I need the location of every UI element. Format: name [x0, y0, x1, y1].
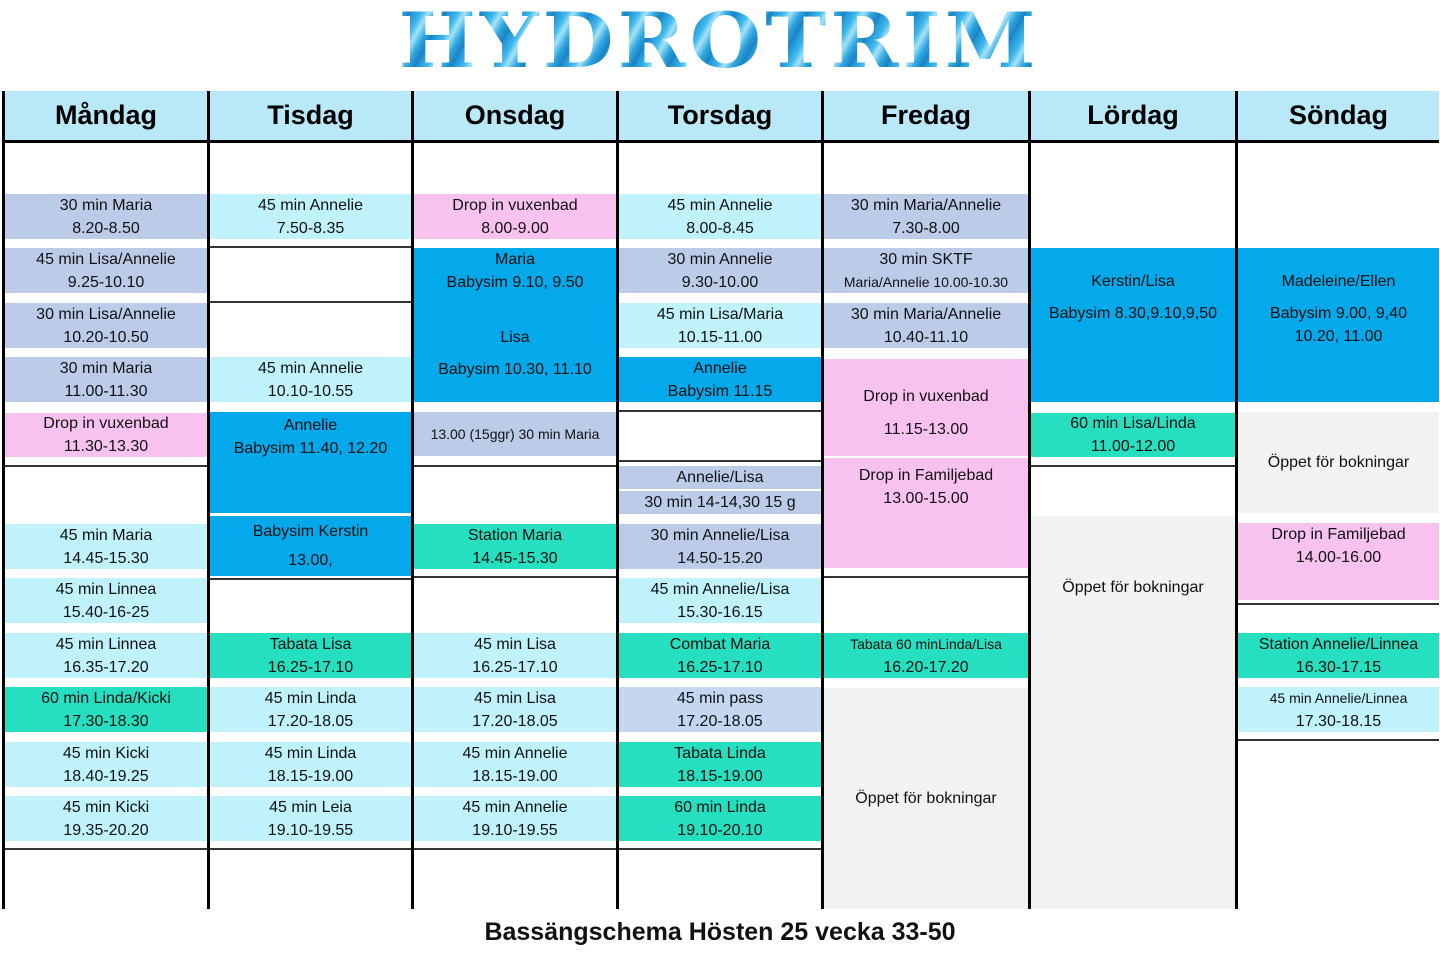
day-header: Måndag	[5, 91, 207, 143]
schedule-slot: 30 min Maria/Annelie 7.30-8.00	[824, 194, 1028, 239]
schedule-slot: 45 min Linda 18.15-19.00	[210, 742, 411, 787]
babysim-slot: Annelie Babysim 11.40, 12.20	[210, 412, 411, 513]
open-for-booking: Öppet för bokningar	[1031, 516, 1235, 909]
babysim-slot: Madeleine/Ellen Babysim 9.00, 9,40 10.20, 11.00	[1238, 248, 1439, 402]
schedule-slot: 45 min Lisa/Annelie 9.25-10.10	[5, 248, 207, 293]
schedule-slot: 45 min Annelie 18.15-19.00	[414, 742, 616, 787]
day-column-saturday	[1031, 91, 1235, 909]
schedule-title: Bassängschema Hösten 25 vecka 33-50	[484, 918, 956, 946]
schedule-slot: 30 min SKTF Maria/Annelie 10.00-10.30	[824, 248, 1028, 293]
open-for-booking: Öppet för bokningar	[824, 688, 1028, 909]
day-header: Torsdag	[619, 91, 821, 143]
schedule-slot: 60 min Linda/Kicki 17.30-18.30	[5, 687, 207, 732]
day-header: Fredag	[824, 91, 1028, 143]
day-header: Onsdag	[414, 91, 616, 143]
schedule-slot: 45 min Linda 17.20-18.05	[210, 687, 411, 732]
schedule-slot: Tabata Linda 18.15-19.00	[619, 742, 821, 787]
schedule-slot: 45 min Annelie 8.00-8.45	[619, 194, 821, 239]
drop-in-slot: Drop in Familjebad 14.00-16.00	[1238, 523, 1439, 600]
day-column-wednesday	[414, 91, 616, 909]
schedule-slot: 45 min Annelie 7.50-8.35	[210, 194, 411, 239]
schedule-slot: 30 min Maria 11.00-11.30	[5, 357, 207, 402]
open-for-booking: Öppet för bokningar	[1238, 412, 1439, 513]
schedule-slot: 45 min Kicki 18.40-19.25	[5, 742, 207, 787]
schedule-slot: 45 min Annelie/Linnea 17.30-18.15	[1238, 687, 1439, 732]
schedule-slot: Tabata 60 minLinda/Lisa 16.20-17.20	[824, 633, 1028, 678]
schedule-slot: 45 min Lisa 16.25-17.10	[414, 633, 616, 678]
schedule-slot: 30 min Annelie/Lisa 14.50-15.20	[619, 524, 821, 569]
schedule-slot: Drop in vuxenbad 11.30-13.30	[5, 413, 207, 457]
day-column-friday	[824, 91, 1028, 909]
schedule-slot: 45 min Lisa 17.20-18.05	[414, 687, 616, 732]
schedule-slot: Combat Maria 16.25-17.10	[619, 633, 821, 678]
hydrotrim-logo: HYDROTRIM	[306, 5, 1132, 77]
babysim-slot: Kerstin/Lisa Babysim 8.30,9.10,9,50	[1031, 248, 1235, 402]
schedule-slot: 45 min Kicki 19.35-20.20	[5, 796, 207, 841]
day-column-sunday	[1238, 91, 1439, 909]
schedule-slot: 60 min Linda 19.10-20.10	[619, 796, 821, 841]
schedule-slot: Drop in vuxenbad 8.00-9.00	[414, 194, 616, 239]
schedule-slot: 45 min pass 17.20-18.05	[619, 687, 821, 732]
babysim-slot: Annelie Babysim 11.15	[619, 357, 821, 402]
schedule-slot: 30 min Maria/Annelie 10.40-11.10	[824, 303, 1028, 348]
day-column-thursday	[619, 91, 821, 909]
schedule-slot: 30 min Annelie 9.30-10.00	[619, 248, 821, 293]
babysim-slot: Maria Babysim 9.10, 9.50 Lisa Babysim 10.30, 11.10	[414, 248, 616, 402]
schedule-slot: 30 min 14-14,30 15 g	[619, 491, 821, 514]
day-header: Söndag	[1238, 91, 1439, 143]
schedule-slot: 30 min Lisa/Annelie 10.20-10.50	[5, 303, 207, 348]
day-column-monday	[5, 91, 207, 909]
schedule-slot: 45 min Linnea 16.35-17.20	[5, 633, 207, 678]
day-header: Lördag	[1031, 91, 1235, 143]
schedule-grid	[2, 91, 1439, 909]
drop-in-slot: Drop in Familjebad 13.00-15.00	[824, 458, 1028, 568]
schedule-slot: 45 min Maria 14.45-15.30	[5, 524, 207, 569]
schedule-slot: 30 min Maria 8.20-8.50	[5, 194, 207, 239]
schedule-slot: 45 min Leia 19.10-19.55	[210, 796, 411, 841]
schedule-slot: 13.00 (15ggr) 30 min Maria	[414, 412, 616, 456]
schedule-slot: 45 min Lisa/Maria 10.15-11.00	[619, 303, 821, 348]
day-header: Tisdag	[210, 91, 411, 143]
schedule-slot: Station Annelie/Linnea 16.30-17.15	[1238, 633, 1439, 678]
schedule-slot: Station Maria 14.45-15.30	[414, 524, 616, 569]
day-column-tuesday	[210, 91, 411, 909]
schedule-slot: 45 min Linnea 15.40-16-25	[5, 578, 207, 623]
schedule-slot: 45 min Annelie 10.10-10.55	[210, 357, 411, 402]
schedule-slot: Annelie/Lisa	[619, 466, 821, 489]
schedule-slot: 45 min Annelie/Lisa 15.30-16.15	[619, 578, 821, 623]
drop-in-slot: Drop in vuxenbad 11.15-13.00	[824, 359, 1028, 456]
schedule-slot: 45 min Annelie 19.10-19.55	[414, 796, 616, 841]
schedule-slot: 60 min Lisa/Linda 11.00-12.00	[1031, 413, 1235, 457]
schedule-slot: Tabata Lisa 16.25-17.10	[210, 633, 411, 678]
babysim-slot: Babysim Kerstin 13.00,	[210, 516, 411, 576]
